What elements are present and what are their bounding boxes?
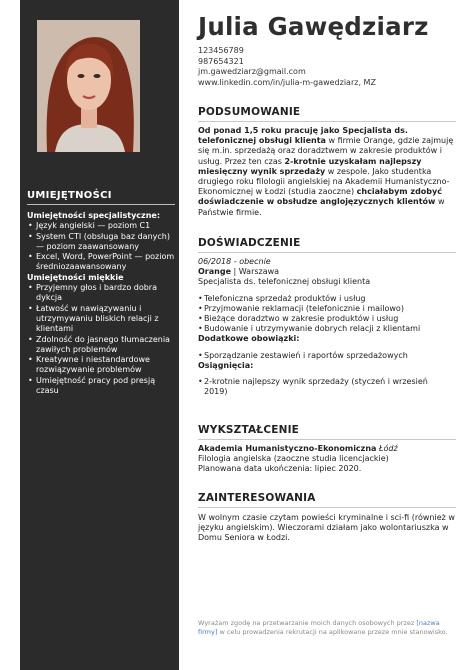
extra-duties-heading: Dodatkowe obowiązki: <box>198 334 300 344</box>
consent-part: Wyrażam zgodę na przetwarzanie moich danych osobowych przez <box>198 619 417 627</box>
summary-divider <box>198 121 456 122</box>
experience-divider <box>198 252 456 253</box>
skills-divider <box>27 204 175 205</box>
skill-item: • System CTI (obsługa baz danych) — poziom zaawansowany <box>27 232 177 253</box>
email: jm.gawedziarz@gmail.com <box>198 67 306 76</box>
phone-primary: 123456789 <box>198 46 244 55</box>
skills-list <box>27 211 177 396</box>
summary-part: w Państwie firmie. <box>198 197 445 217</box>
interests-heading: ZAINTERESOWANIA <box>198 492 316 504</box>
interests-divider <box>198 507 456 508</box>
experience-block <box>198 257 460 397</box>
extra-duty-item: • Sporządzanie zestawień i raportów sprzedażowych <box>198 351 460 361</box>
company-placeholder-link[interactable]: [nazwa firmy] <box>198 619 440 637</box>
candidate-name: Julia Gawędziarz <box>198 12 429 41</box>
interests-text: W wolnym czasie czytam powieści kryminalne i sci-fi (również w języku angielskim). Wieczorami działam jako wolontariuszka w Domu Seniora w Łodzi. <box>198 513 455 543</box>
education-block <box>198 444 460 475</box>
summary-highlight: chciałabym zdobyć doświadczenie w obsłudze anglojęzycznych klientów <box>198 187 442 207</box>
duty-item: • Telefoniczna sprzedaż produktów i usług <box>198 294 460 304</box>
experience-heading: DOŚWIADCZENIE <box>198 237 301 249</box>
job-location: | Warszawa <box>231 267 280 277</box>
skill-item: • Zdolność do jasnego tłumaczenia zawiłych problemów <box>27 335 177 356</box>
skills-category-specialist: Umiejętności specjalistyczne: <box>27 211 161 220</box>
summary-text <box>198 126 460 218</box>
job-dates: 06/2018 - obecnie <box>198 257 271 266</box>
graduation-date: Planowana data ukończenia: lipiec 2020. <box>198 464 362 474</box>
linkedin-url: www.linkedin.com/in/julia-m-gawedziarz, MZ <box>198 77 376 87</box>
sidebar <box>20 0 179 670</box>
contact-info <box>198 46 376 88</box>
consent-part: w celu prowadzenia rekrutacji na aplikowane przeze mnie stanowisko. <box>217 628 448 637</box>
skills-category-soft: Umiejętności miękkie <box>27 272 124 282</box>
education-heading: WYKSZTAŁCENIE <box>198 424 300 436</box>
school-city: Łódź <box>376 444 398 453</box>
skill-item: • Łatwość w nawiązywaniu i utrzymywaniu bliskich relacji z klientami <box>27 304 177 335</box>
summary-highlight: 2-krotnie uzyskałam najlepszy miesięczny wynik sprzedaży <box>198 156 422 176</box>
achievement-item: • 2-krotnie najlepszy wynik sprzedaży (styczeń i wrzesień 2019) <box>198 377 428 397</box>
summary-highlight: Od ponad 1,5 roku pracuję jako Specjalista ds. telefonicznej obsługi klienta <box>198 126 408 146</box>
school-line <box>198 444 460 454</box>
education-divider <box>198 439 456 440</box>
summary-part: w zespole. Jako studentka drugiego roku filologii angielskiej na Akademii Humanistyczno-Ekonomicznej w Łodzi (studia zaoczne) <box>198 166 450 197</box>
duty-item: • Przyjmowanie reklamacji (telefonicznie i mailowo) <box>198 304 460 314</box>
skill-item: • Umiejętność pracy pod presją czasu <box>27 376 177 397</box>
school-name: Akademia Humanistyczno-Ekonomiczna <box>198 444 377 453</box>
summary-part: w firmie Orange, gdzie zajmuję się m.in. sprzedażą oraz doradztwem w zakresie produktów i usług. Przez ten czas <box>198 136 454 166</box>
field-of-study: Filologia angielska (zaoczne studia licencjackie) <box>198 454 389 464</box>
job-employer <box>198 267 460 277</box>
phone-secondary: 987654321 <box>198 56 244 66</box>
skill-item: • Język angielski — poziom C1 <box>27 221 177 231</box>
skill-item: • Kreatywne i niestandardowe rozwiązywanie problemów <box>27 355 177 376</box>
skills-heading: UMIEJĘTNOŚCI <box>27 190 112 201</box>
skill-item: • Przyjemny głos i bardzo dobra dykcja <box>27 283 177 304</box>
duty-item: • Budowanie i utrzymywanie dobrych relacji z klientami <box>198 324 460 334</box>
job-position: Specjalista ds. telefonicznej obsługi klienta <box>198 277 371 287</box>
skill-item: • Excel, Word, PowerPoint — poziom średniozaawansowany <box>27 252 177 273</box>
profile-photo <box>37 20 140 152</box>
duty-item: • Bieżące doradztwo w zakresie produktów i usług <box>198 314 460 324</box>
achievements-heading: Osiągnięcia: <box>198 360 254 370</box>
company-name: Orange <box>198 267 231 277</box>
summary-heading: PODSUMOWANIE <box>198 106 301 118</box>
gdpr-consent <box>198 619 456 638</box>
